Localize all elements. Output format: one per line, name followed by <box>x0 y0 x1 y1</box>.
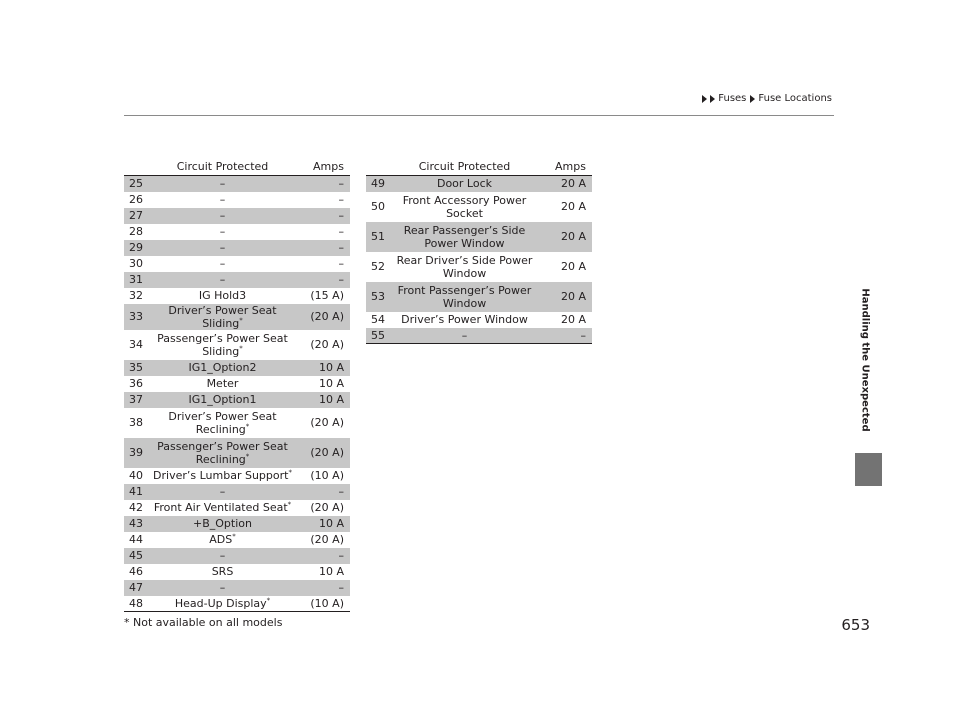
fuse-number: 29 <box>124 240 145 256</box>
circuit-text: – <box>219 485 226 498</box>
amps-value: 20 A <box>560 313 586 326</box>
fuse-number: 25 <box>124 176 145 192</box>
circuit-text: ADS <box>209 533 233 546</box>
circuit-protected <box>145 468 300 484</box>
circuit-text: Passenger’s Power Seat Sliding <box>157 331 288 358</box>
circuit-protected <box>145 192 300 208</box>
table-row <box>124 330 350 360</box>
circuit-protected <box>145 438 300 468</box>
circuit-text: – <box>219 241 226 254</box>
amps-value: 10 A <box>300 392 350 408</box>
amps-value: 20 A <box>542 176 592 192</box>
footnote-marker: * <box>287 500 292 509</box>
circuit-text: Driver’s Power Seat Sliding <box>168 303 277 330</box>
fuse-number: 52 <box>371 260 385 273</box>
circuit-text: Rear Driver’s Side Power Window <box>396 253 533 280</box>
circuit-text: – <box>219 177 226 191</box>
table-row <box>124 376 350 392</box>
table-row <box>124 304 350 330</box>
circuit-protected <box>145 304 300 330</box>
fuse-number: 34 <box>129 338 143 351</box>
circuit-protected <box>145 376 300 392</box>
amps-value: 10 A <box>300 360 350 376</box>
fuse-number: 26 <box>129 193 143 206</box>
circuit-text: Door Lock <box>436 177 493 191</box>
circuit-protected <box>145 176 300 192</box>
fuse-number: 53 <box>366 282 387 312</box>
circuit-protected <box>145 500 300 516</box>
table-row <box>366 252 592 282</box>
fuse-number: 41 <box>124 484 145 500</box>
fuse-number: 27 <box>124 208 145 224</box>
circuit-text: IG Hold3 <box>198 289 247 302</box>
fuse-number: 37 <box>124 392 145 408</box>
circuit-protected <box>387 282 542 312</box>
fuse-number: 32 <box>129 289 143 302</box>
circuit-protected <box>145 392 300 408</box>
circuit-text: IG1_Option1 <box>188 393 257 406</box>
table-row <box>124 240 350 256</box>
circuit-protected <box>145 516 300 532</box>
table-row <box>124 484 350 500</box>
circuit-protected <box>145 208 300 224</box>
amps-value: – <box>300 272 350 288</box>
circuit-protected <box>145 240 300 256</box>
fuse-number: 45 <box>124 548 145 564</box>
table-row <box>124 408 350 438</box>
amps-value: – <box>338 225 344 238</box>
table-row <box>124 224 350 240</box>
fuse-number: 33 <box>124 304 145 330</box>
circuit-text: Head-Up Display <box>174 596 267 610</box>
amps-value: (20 A) <box>300 304 350 330</box>
circuit-text: Front Air Ventilated Seat <box>153 501 288 514</box>
amps-value: – <box>338 193 344 206</box>
footnote-marker: * <box>245 451 250 460</box>
amps-value: – <box>300 580 350 596</box>
table-row <box>366 312 592 328</box>
column-header-amps: Amps <box>300 157 350 176</box>
footnote-marker: * <box>245 421 250 430</box>
table-row <box>124 532 350 548</box>
table-row <box>366 282 592 312</box>
circuit-protected <box>145 330 300 360</box>
circuit-text: Rear Passenger’s Side Power Window <box>403 223 526 250</box>
circuit-protected <box>387 192 542 222</box>
breadcrumb-fuse-locations: Fuse Locations <box>758 93 832 104</box>
amps-value: (20 A) <box>300 438 350 468</box>
circuit-protected <box>145 272 300 288</box>
table-row <box>124 438 350 468</box>
circuit-protected <box>387 222 542 252</box>
table-row <box>124 564 350 580</box>
fuse-number: 36 <box>129 377 143 390</box>
circuit-text: IG1_Option2 <box>188 361 257 374</box>
circuit-protected <box>145 484 300 500</box>
amps-value: (10 A) <box>300 596 350 612</box>
table-row <box>366 328 592 344</box>
amps-value: – <box>300 208 350 224</box>
column-header-circuit: Circuit Protected <box>145 157 300 176</box>
fuse-table-left <box>124 157 350 612</box>
header-divider <box>124 115 834 116</box>
amps-value: – <box>542 328 592 344</box>
amps-value: 20 A <box>542 222 592 252</box>
fuse-number: 30 <box>129 257 143 270</box>
table-row <box>124 208 350 224</box>
fuse-number: 31 <box>124 272 145 288</box>
table-row <box>124 256 350 272</box>
circuit-protected <box>387 252 542 282</box>
footnote-marker: * <box>239 315 243 324</box>
fuse-number: 47 <box>124 580 145 596</box>
table-row <box>124 500 350 516</box>
table-row <box>124 596 350 612</box>
arrow-right-icon <box>750 95 755 103</box>
circuit-text: – <box>219 193 226 206</box>
fuse-number: 44 <box>129 533 143 546</box>
footnote-marker: * <box>232 532 236 541</box>
fuse-number: 50 <box>371 200 385 213</box>
circuit-text: – <box>219 549 226 562</box>
circuit-text: Meter <box>206 377 239 390</box>
amps-value: (10 A) <box>310 469 344 482</box>
amps-value: – <box>300 240 350 256</box>
column-header-circuit: Circuit Protected <box>387 157 542 176</box>
fuse-number: 49 <box>366 176 387 192</box>
amps-value: 10 A <box>318 565 344 578</box>
breadcrumb <box>702 93 832 104</box>
circuit-protected <box>145 288 300 304</box>
amps-value: – <box>300 176 350 192</box>
amps-value: – <box>338 257 344 270</box>
breadcrumb-fuses: Fuses <box>718 93 747 104</box>
circuit-text: Front Passenger’s Power Window <box>397 283 532 310</box>
circuit-text: – <box>219 273 226 286</box>
circuit-text: – <box>219 581 226 594</box>
footnote-marker: * <box>266 596 271 605</box>
amps-value: 20 A <box>560 260 586 273</box>
circuit-protected <box>145 360 300 376</box>
circuit-protected <box>145 224 300 240</box>
circuit-protected <box>145 548 300 564</box>
table-row <box>124 516 350 532</box>
amps-value: (20 A) <box>310 501 344 514</box>
amps-value: 10 A <box>300 516 350 532</box>
section-side-label <box>850 270 880 450</box>
amps-value: – <box>300 548 350 564</box>
table-row <box>124 192 350 208</box>
fuse-number: 48 <box>124 596 145 612</box>
footnote: * Not available on all models <box>124 616 283 629</box>
fuse-number: 35 <box>124 360 145 376</box>
column-header-amps: Amps <box>542 157 592 176</box>
table-row <box>124 176 350 192</box>
circuit-text: – <box>219 257 226 270</box>
fuse-number: 39 <box>124 438 145 468</box>
circuit-text: Passenger’s Power Seat Reclining <box>157 439 288 466</box>
section-side-label-text: Handling the Unexpected <box>859 288 871 432</box>
fuse-number: 40 <box>129 469 143 482</box>
fuse-number: 42 <box>129 501 143 514</box>
footnote-marker: * <box>239 343 243 352</box>
fuse-number: 54 <box>371 313 385 326</box>
circuit-text: Driver’s Power Window <box>401 313 528 326</box>
circuit-protected <box>145 256 300 272</box>
circuit-text: Driver’s Lumbar Support <box>153 469 289 482</box>
amps-value: (20 A) <box>310 416 344 429</box>
circuit-text: Driver’s Power Seat Reclining <box>168 409 277 436</box>
circuit-text: – <box>219 225 226 238</box>
arrow-right-icon <box>702 95 707 103</box>
fuse-number: 51 <box>366 222 387 252</box>
table-row <box>124 392 350 408</box>
circuit-protected <box>145 564 300 580</box>
circuit-text: – <box>461 328 468 342</box>
amps-value: (20 A) <box>310 533 344 546</box>
circuit-protected <box>387 176 542 192</box>
fuse-number: 43 <box>124 516 145 532</box>
amps-value: 10 A <box>318 377 344 390</box>
table-row <box>124 580 350 596</box>
table-row <box>366 176 592 192</box>
fuse-number: 55 <box>366 328 387 344</box>
circuit-text: – <box>219 209 226 222</box>
circuit-protected <box>145 408 300 438</box>
arrow-right-icon <box>710 95 715 103</box>
circuit-text: +B_Option <box>193 517 252 530</box>
amps-value: (20 A) <box>310 338 344 351</box>
amps-value: – <box>300 484 350 500</box>
table-row <box>124 468 350 484</box>
circuit-text: SRS <box>211 565 234 578</box>
circuit-protected <box>387 312 542 328</box>
circuit-protected <box>387 328 542 344</box>
circuit-protected <box>145 596 300 612</box>
circuit-text: Front Accessory Power Socket <box>402 193 527 220</box>
table-row <box>124 548 350 564</box>
table-row <box>124 360 350 376</box>
section-tab-marker <box>855 453 882 486</box>
amps-value: 20 A <box>560 200 586 213</box>
footnote-marker: * <box>288 468 292 477</box>
circuit-protected <box>145 532 300 548</box>
fuse-number: 46 <box>129 565 143 578</box>
amps-value: (15 A) <box>310 289 344 302</box>
page-number: 653 <box>841 616 870 634</box>
table-row <box>366 192 592 222</box>
table-row <box>124 272 350 288</box>
amps-value: 20 A <box>542 282 592 312</box>
circuit-protected <box>145 580 300 596</box>
table-row <box>124 288 350 304</box>
fuse-number: 28 <box>129 225 143 238</box>
fuse-table-right <box>366 157 592 344</box>
fuse-number: 38 <box>129 416 143 429</box>
table-row <box>366 222 592 252</box>
